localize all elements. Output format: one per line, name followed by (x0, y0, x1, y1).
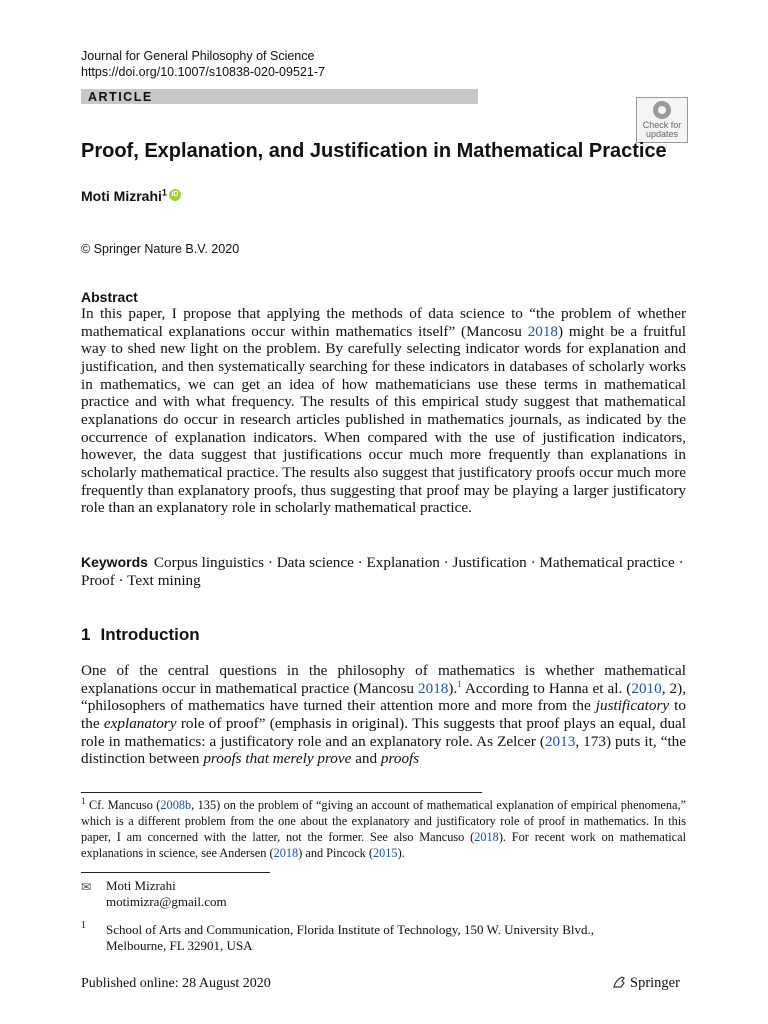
footnote-number: 1 (81, 795, 86, 806)
author-line (81, 187, 181, 205)
check-for-updates-text: Check for updates (642, 120, 682, 139)
check-for-updates-badge[interactable] (636, 97, 688, 143)
footnote: $^1$ Cf. Mancuso (2008b, 135) on the problem of “giving an account of mathematical explanation of empirical phenomena,” which is a different problem from the one about the explanatory and justificatory role of proof in mathematics. In this paper, I am concerned with the latter, not the former. See also Mancuso (2018). For recent work on mathematical explanations in science, see Andersen (2018) and Pincock (2015). (81, 795, 686, 860)
update-icon (653, 101, 671, 119)
author-name: Moti Mizrahi (81, 188, 162, 204)
springer-horse-icon (612, 975, 626, 989)
keywords-list: Corpus linguistics · Data science · Explanation · Justification · Mathematical practice · Proof · Text mining (81, 554, 684, 589)
affiliation-number: 1 (81, 920, 86, 931)
citation-link[interactable]: 2013 (544, 732, 576, 750)
section-title: Introduction (100, 625, 200, 644)
citation-link[interactable]: 2008b (160, 798, 192, 812)
affiliation-text: School of Arts and Communication, Florida Institute of Technology, 150 W. University Blvd., Melbourne, FL 32901, USA (106, 922, 595, 953)
published-date: Published online: 28 August 2020 (81, 976, 271, 991)
introduction-paragraph: One of the central questions in the philosophy of mathematics is whether mathematical explanations occur in mathematical practice (Mancosu 2018).$^1$ According to Hanna et al. (2010, 2), “philosophers of mathematics have turned their attention more and more from the justificatory to the explanatory role of proof” (emphasis in original). This suggests that proof plays an equal, dual role in mathematics: a justificatory role and an explanatory role. As Zelcer (2013, 173) puts it, “the distinction between proofs that merely prove and proofs (81, 662, 687, 768)
section-heading (81, 625, 200, 645)
contact-name: Moti Mizrahi (106, 878, 176, 893)
citation-link[interactable]: 2018 (474, 830, 499, 844)
article-type-label: ARTICLE (88, 90, 153, 104)
abstract-heading: Abstract (81, 289, 138, 305)
citation-link[interactable]: 2010 (631, 679, 662, 697)
publisher-name: Springer (630, 975, 680, 991)
envelope-icon: ✉ (81, 880, 92, 894)
doi-link[interactable]: https://doi.org/10.1007/s10838-020-09521-7 (81, 65, 325, 79)
citation-link[interactable]: 2018 (527, 322, 559, 340)
paper-title: Proof, Explanation, and Justification in Mathematical Practice (81, 140, 667, 162)
orcid-icon[interactable]: iD (169, 189, 181, 201)
keywords (81, 553, 686, 590)
citation-link[interactable]: 2015 (372, 846, 398, 860)
corresponding-author (106, 878, 227, 910)
copyright: © Springer Nature B.V. 2020 (81, 242, 240, 256)
affiliation-divider (81, 872, 270, 873)
footnote-marker[interactable]: 1 (457, 678, 462, 689)
footnote-divider (81, 792, 482, 793)
section-number: 1 (81, 625, 91, 644)
affiliation-mark: 1 (161, 187, 167, 198)
journal-name: Journal for General Philosophy of Science (81, 49, 315, 63)
journal-header (81, 48, 325, 80)
citation-link[interactable]: 2018 (418, 679, 449, 697)
keywords-label: Keywords (81, 554, 148, 570)
citation-link[interactable]: 2018 (273, 846, 299, 860)
publisher-logo (612, 974, 680, 992)
contact-email[interactable]: motimizra@gmail.com (106, 894, 227, 909)
abstract-text: In this paper, I propose that applying the methods of data science to “the problem of whether mathematical explanations occur within mathematics itself” (Mancosu 2018) might be a fruitful way to shed new light on the problem. By carefully selecting indicator words for explanation and justification, and then systematically searching for these indicators in databases of scholarly works in mathematics, we can get an idea of how mathematicians use these terms in mathematical practice and with what frequency. The results of this empirical study suggest that mathematical explanations do occur in research articles published in mathematics journals, as indicated by the occurrence of explanation indicators. When compared with the use of justification indicators, however, the data suggest that justifications occur much more frequently than explanations in scholarly mathematical practice. The results also suggest that justificatory proofs occur much more frequently than explanatory proofs, thus suggesting that proof may be playing a larger justificatory role than an explanatory role in scholarly mathematical practice. (81, 305, 686, 517)
